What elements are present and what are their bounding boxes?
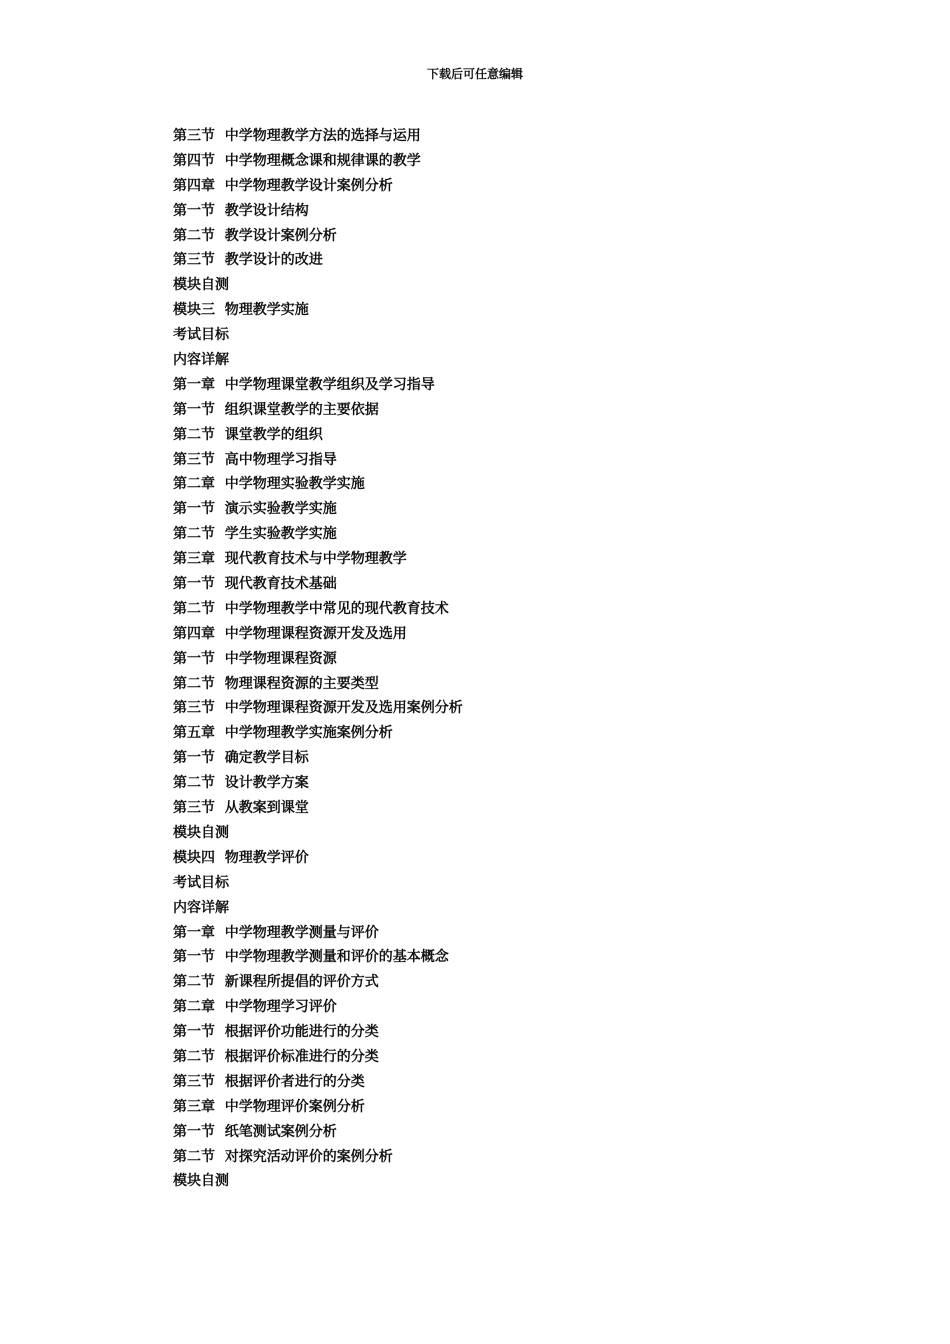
- toc-line: 第二节 根据评价标准进行的分类: [173, 1048, 379, 1065]
- toc-line: 第三节 中学物理课程资源开发及选用案例分析: [173, 700, 463, 717]
- toc-line: 第一节 确定教学目标: [173, 750, 309, 767]
- toc-line: 第三节 高中物理学习指导: [173, 451, 337, 468]
- toc-line: 第五章 中学物理教学实施案例分析: [173, 725, 393, 742]
- page-header: 下载后可任意编辑: [426, 67, 523, 81]
- toc-line: 第三节 从教案到课堂: [173, 800, 309, 817]
- toc-line: 第一节 中学物理课程资源: [173, 650, 337, 667]
- toc-line: 第三节 根据评价者进行的分类: [173, 1073, 365, 1090]
- toc-line: 模块自测: [173, 277, 229, 294]
- toc-line: 模块三 物理教学实施: [173, 302, 309, 319]
- toc-line: 第一节 纸笔测试案例分析: [173, 1123, 337, 1140]
- toc-line: 第二节 物理课程资源的主要类型: [173, 675, 379, 692]
- toc-line: 第二节 学生实验教学实施: [173, 526, 337, 543]
- toc-line: 第三章 中学物理评价案例分析: [173, 1098, 365, 1115]
- toc-line: 考试目标: [173, 874, 229, 891]
- toc-line: 考试目标: [173, 327, 229, 344]
- toc-line: 模块自测: [173, 1173, 229, 1190]
- toc-line: 第三节 中学物理教学方法的选择与运用: [173, 128, 421, 144]
- toc-line: 第四章 中学物理教学设计案例分析: [173, 177, 393, 194]
- toc-line: 第二章 中学物理学习评价: [173, 999, 337, 1016]
- toc-line: 第二章 中学物理实验教学实施: [173, 476, 365, 493]
- toc-line: 第四章 中学物理课程资源开发及选用: [173, 625, 407, 642]
- toc-line: 内容详解: [173, 899, 229, 916]
- toc-line: 第四节 中学物理概念课和规律课的教学: [173, 152, 421, 169]
- toc-line: 第一节 根据评价功能进行的分类: [173, 1024, 379, 1041]
- table-of-contents: [173, 124, 873, 1194]
- toc-line: 模块四 物理教学评价: [173, 849, 309, 866]
- toc-line: 第一节 教学设计结构: [173, 202, 309, 219]
- toc-line: 第二节 设计教学方案: [173, 775, 309, 792]
- toc-line: 第一章 中学物理教学测量与评价: [173, 924, 379, 941]
- toc-line: 第二节 教学设计案例分析: [173, 227, 337, 244]
- toc-line: 第二节 课堂教学的组织: [173, 426, 323, 443]
- toc-line: 模块自测: [173, 824, 229, 841]
- toc-line: 第二节 新课程所提倡的评价方式: [173, 974, 379, 991]
- toc-line: 第二节 中学物理教学中常见的现代教育技术: [173, 600, 449, 617]
- toc-line: 第二节 对探究活动评价的案例分析: [173, 1148, 393, 1165]
- toc-line: 第三章 现代教育技术与中学物理教学: [173, 551, 407, 568]
- toc-line: 第一节 中学物理教学测量和评价的基本概念: [173, 949, 449, 966]
- toc-line: 第一节 组织课堂教学的主要依据: [173, 401, 379, 418]
- toc-line: 第一节 演示实验教学实施: [173, 501, 337, 518]
- toc-line: 第一节 现代教育技术基础: [173, 576, 337, 593]
- toc-line: 第三节 教学设计的改进: [173, 252, 323, 269]
- toc-line: 内容详解: [173, 352, 229, 369]
- toc-line: 第一章 中学物理课堂教学组织及学习指导: [173, 376, 435, 393]
